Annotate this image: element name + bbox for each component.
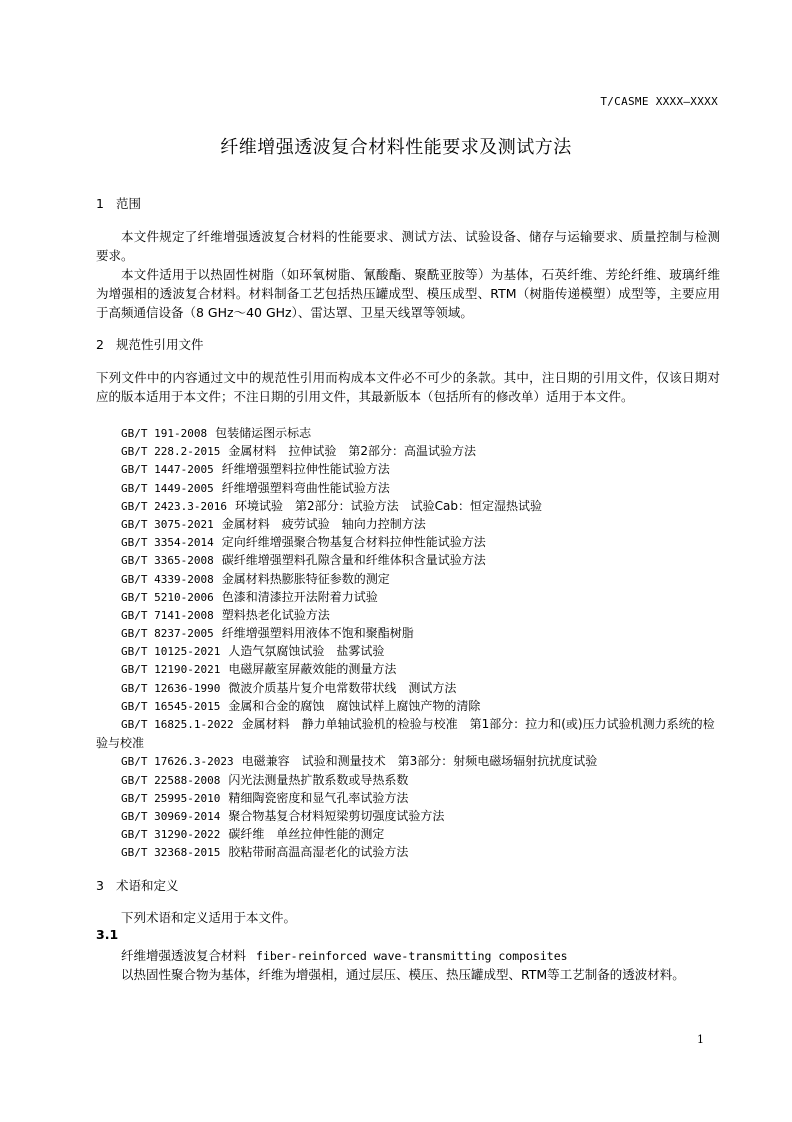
reference-item	[96, 570, 720, 588]
reference-code: GB/T 5210-2006	[121, 590, 214, 604]
section-1-heading	[96, 194, 141, 212]
reference-code: GB/T 16825.1-2022	[121, 718, 234, 731]
reference-title: 包装储运图示标志	[215, 426, 312, 440]
reference-title: 定向纤维增强聚合物基复合材料拉伸性能试验方法	[221, 535, 486, 550]
reference-code: GB/T 12636-1990	[121, 681, 221, 695]
term-number: 3.1	[96, 927, 119, 942]
reference-title: 微波介质基片复介电常数带状线 测试方法	[228, 680, 457, 695]
section-title: 规范性引用文件	[116, 337, 204, 352]
section-number: 1	[96, 196, 104, 211]
reference-item	[96, 424, 720, 442]
normative-refs-intro: 下列文件中的内容通过文中的规范性引用而构成本文件必不可少的条款。其中，注日期的引用文件，仅该日期对应的版本适用于本文件；不注日期的引用文件，其最新版本（包括所有的修改单）适用于本文件。	[96, 370, 720, 404]
reference-item	[96, 551, 720, 569]
reference-code: GB/T 228.2-2015	[121, 445, 221, 459]
reference-code: GB/T 4339-2008	[121, 572, 214, 586]
reference-title: 聚合物基复合材料短梁剪切强度试验方法	[228, 808, 445, 823]
reference-title: 纤维增强塑料拉伸性能试验方法	[221, 462, 390, 477]
reference-code: GB/T 17626.3-2023	[121, 755, 234, 769]
term-definition: 以热固性聚合物为基体，纤维为增强相，通过层压、模压、热压罐成型、RTM等工艺制备的透波材料。	[121, 967, 685, 982]
section-3-heading	[96, 876, 179, 894]
document-title: 纤维增强透波复合材料性能要求及测试方法	[220, 137, 572, 158]
reference-code: GB/T 3354-2014	[121, 536, 214, 550]
section-2-heading	[96, 335, 204, 353]
reference-title: 金属材料 疲劳试验 轴向力控制方法	[221, 516, 426, 531]
reference-code: GB/T 8237-2005	[121, 627, 214, 641]
reference-title: 电磁屏蔽室屏蔽效能的测量方法	[228, 662, 397, 677]
reference-code: GB/T 12190-2021	[121, 663, 221, 677]
reference-title: 胶粘带耐高温高湿老化的试验方法	[228, 845, 409, 860]
reference-title: 精细陶瓷密度和显气孔率试验方法	[228, 790, 409, 805]
reference-item	[96, 807, 720, 825]
reference-item	[96, 624, 720, 642]
page-number: 1	[697, 1033, 704, 1046]
reference-title: 碳纤维 单丝拉伸性能的测定	[228, 827, 385, 842]
reference-code: GB/T 25995-2010	[121, 791, 221, 805]
reference-list	[96, 424, 720, 862]
reference-code: GB/T 10125-2021	[121, 645, 221, 659]
scope-paragraph-1: 本文件规定了纤维增强透波复合材料的性能要求、测试方法、试验设备、储存与运输要求、质量控制与检测要求。	[96, 229, 720, 263]
reference-item	[96, 752, 720, 770]
scope-paragraph-2: 本文件适用于以热固性树脂（如环氧树脂、氰酸酯、聚酰亚胺等）为基体，石英纤维、芳纶纤维、玻璃纤维为增强相的透波复合材料。材料制备工艺包括热压罐成型、模压成型、RTM（树脂传递模塑）成型等，主要应用于高频通信设备（8 GHz～40 GHz）、雷达罩、卫星天线罩等领域。	[96, 267, 720, 320]
reference-item	[96, 771, 720, 789]
reference-title: 人造气氛腐蚀试验 盐雾试验	[228, 644, 385, 659]
term-chinese: 纤维增强透波复合材料	[121, 948, 247, 963]
reference-item	[96, 588, 720, 606]
reference-title: 色漆和清漆拉开法附着力试验	[221, 589, 378, 604]
reference-code: GB/T 3075-2021	[121, 517, 214, 531]
reference-item	[96, 642, 720, 660]
reference-item	[96, 789, 720, 807]
reference-title: 金属材料 拉伸试验 第2部分：高温试验方法	[228, 444, 476, 459]
reference-item	[96, 679, 720, 697]
reference-title: 纤维增强塑料弯曲性能试验方法	[221, 480, 390, 495]
reference-code: GB/T 22588-2008	[121, 773, 221, 787]
reference-title: 金属和合金的腐蚀 腐蚀试样上腐蚀产物的清除	[228, 698, 481, 713]
reference-title: 纤维增强塑料用液体不饱和聚酯树脂	[221, 626, 414, 641]
reference-code: GB/T 1449-2005	[121, 481, 214, 495]
section-title: 术语和定义	[116, 878, 179, 893]
reference-code: GB/T 31290-2022	[121, 828, 221, 842]
reference-item	[96, 515, 720, 533]
reference-code: GB/T 30969-2014	[121, 809, 221, 823]
reference-item	[96, 606, 720, 624]
reference-code: GB/T 3365-2008	[121, 554, 214, 568]
section-number: 2	[96, 337, 104, 352]
reference-item	[96, 442, 720, 460]
term-english: fiber-reinforced wave-transmitting composites	[256, 949, 568, 963]
reference-item	[96, 533, 720, 551]
reference-title: 塑料热老化试验方法	[221, 607, 330, 622]
reference-item	[96, 715, 720, 752]
standard-code: T/CASME XXXX—XXXX	[600, 95, 718, 108]
reference-item	[96, 460, 720, 478]
reference-item	[96, 697, 720, 715]
reference-item	[96, 479, 720, 497]
reference-code: GB/T 7141-2008	[121, 608, 214, 622]
reference-title: 电磁兼容 试验和测量技术 第3部分：射频电磁场辐射抗扰度试验	[241, 754, 598, 769]
section-number: 3	[96, 878, 104, 893]
reference-title: 金属材料热膨胀特征参数的测定	[221, 571, 390, 586]
reference-code: GB/T 2423.3-2016	[121, 499, 227, 513]
reference-title: 环境试验 第2部分：试验方法 试验Cab：恒定湿热试验	[234, 498, 542, 513]
reference-title: 闪光法测量热扩散系数或导热系数	[228, 772, 409, 787]
reference-code: GB/T 16545-2015	[121, 699, 221, 713]
term-entry	[121, 946, 568, 964]
reference-code: GB/T 1447-2005	[121, 463, 214, 477]
terms-intro: 下列术语和定义适用于本文件。	[121, 910, 297, 925]
reference-item	[96, 497, 720, 515]
reference-item	[96, 843, 720, 861]
reference-title: 金属材料 静力单轴试验机的检验与校准 第1部分：拉力和(或)压力试验机测力系统的检验与校准	[96, 717, 715, 751]
section-title: 范围	[116, 196, 142, 211]
reference-item	[96, 660, 720, 678]
reference-item	[96, 825, 720, 843]
reference-code: GB/T 191-2008	[121, 427, 208, 440]
reference-title: 碳纤维增强塑料孔隙含量和纤维体积含量试验方法	[221, 553, 486, 568]
reference-code: GB/T 32368-2015	[121, 846, 221, 860]
